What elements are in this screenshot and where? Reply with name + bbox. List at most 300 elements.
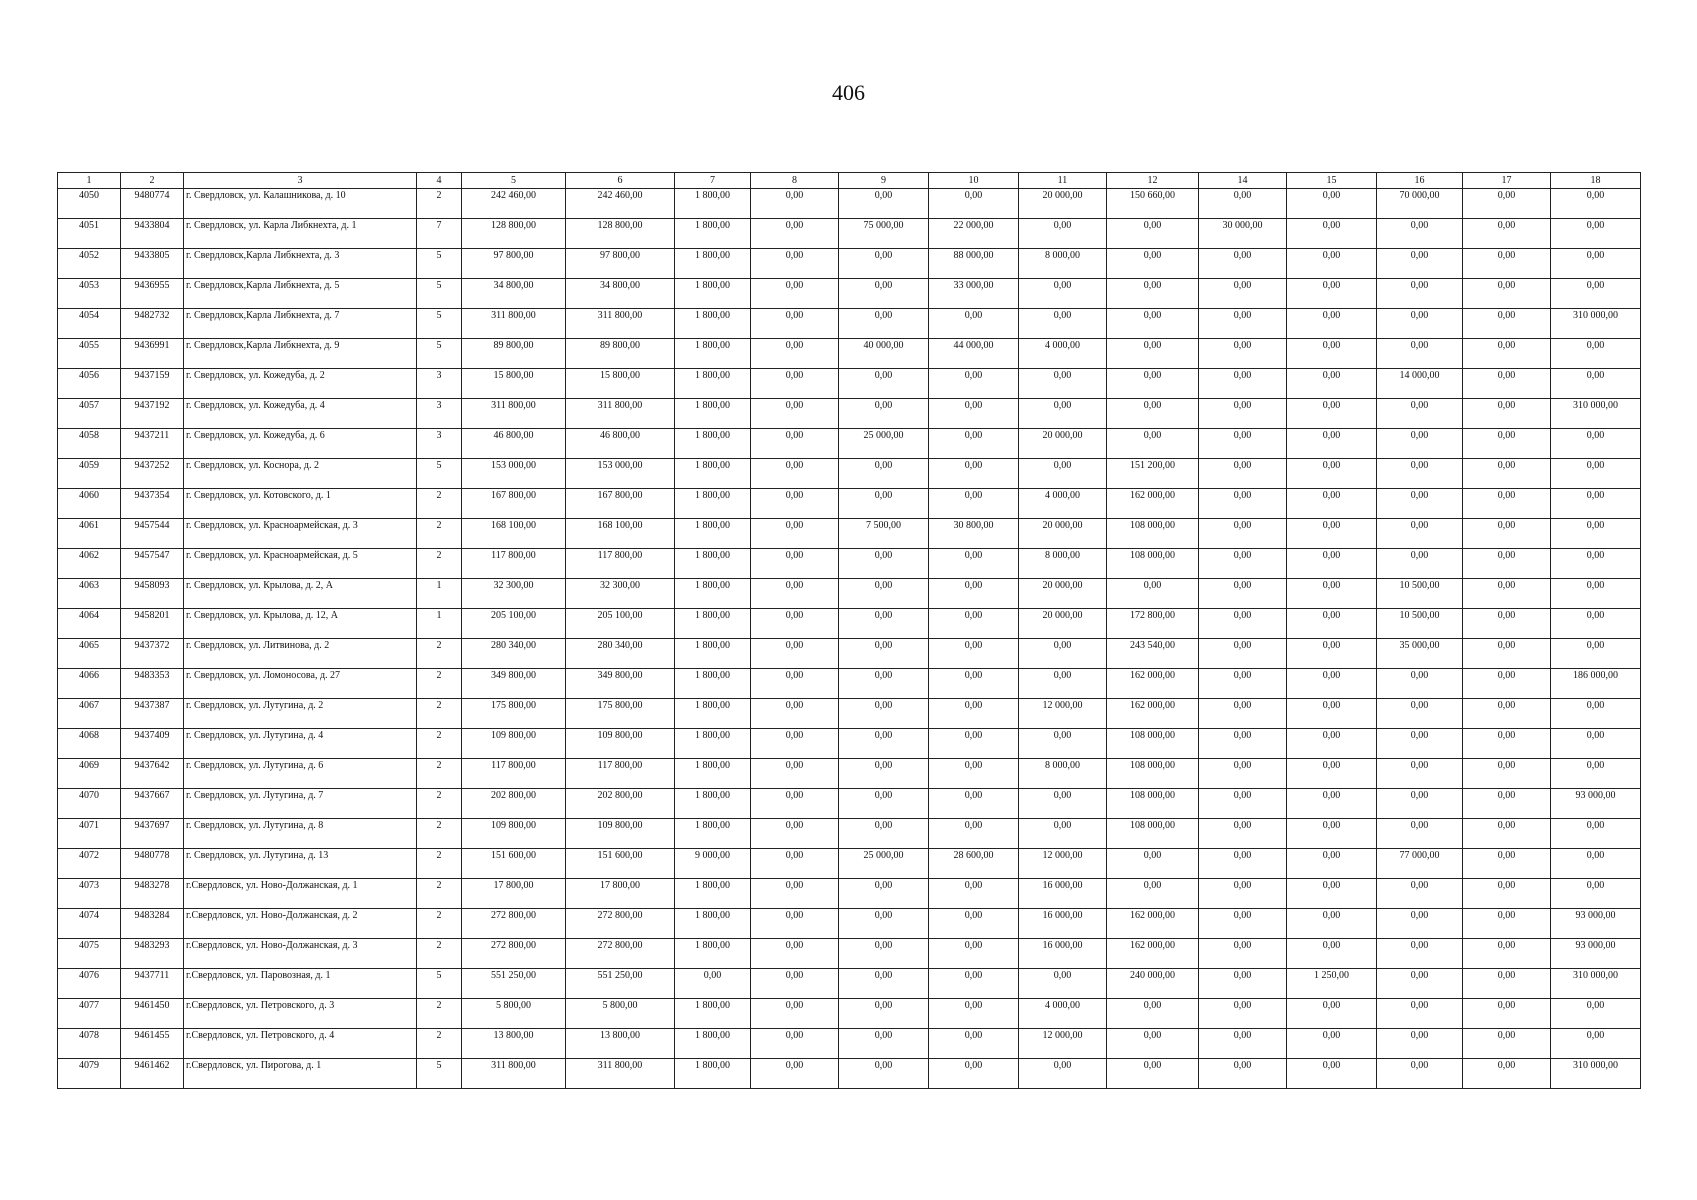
table-cell: 0,00 bbox=[751, 999, 839, 1029]
table-cell: 0,00 bbox=[751, 729, 839, 759]
table-cell: 1 800,00 bbox=[675, 489, 751, 519]
table-cell: 0,00 bbox=[1199, 1029, 1287, 1059]
table-cell: 0,00 bbox=[751, 579, 839, 609]
column-header: 16 bbox=[1377, 173, 1463, 189]
table-cell: 2 bbox=[417, 759, 462, 789]
table-cell: 0,00 bbox=[1377, 939, 1463, 969]
table-cell: 9 000,00 bbox=[675, 849, 751, 879]
table-cell: 0,00 bbox=[1287, 729, 1377, 759]
table-cell: 0,00 bbox=[1019, 399, 1107, 429]
table-cell: 20 000,00 bbox=[1019, 429, 1107, 459]
table-cell: 0,00 bbox=[1107, 249, 1199, 279]
table-cell: 0,00 bbox=[751, 369, 839, 399]
column-header: 18 bbox=[1551, 173, 1641, 189]
table-cell: 0,00 bbox=[1199, 909, 1287, 939]
table-cell: 1 800,00 bbox=[675, 609, 751, 639]
table-cell: 0,00 bbox=[1463, 969, 1551, 999]
table-cell: 1 800,00 bbox=[675, 669, 751, 699]
table-cell: 0,00 bbox=[1107, 369, 1199, 399]
table-cell: 0,00 bbox=[839, 639, 929, 669]
header-row bbox=[58, 173, 1641, 189]
table-cell: 2 bbox=[417, 729, 462, 759]
table-cell: 0,00 bbox=[1463, 999, 1551, 1029]
table-cell: 311 800,00 bbox=[462, 1059, 566, 1089]
address-cell: г. Свердловск, ул. Лутугина, д. 8 bbox=[184, 819, 417, 849]
table-cell: 2 bbox=[417, 879, 462, 909]
table-row bbox=[58, 219, 1641, 249]
table-row bbox=[58, 309, 1641, 339]
table-cell: 0,00 bbox=[929, 939, 1019, 969]
table-cell: 0,00 bbox=[1287, 429, 1377, 459]
table-cell: 551 250,00 bbox=[462, 969, 566, 999]
table-cell: 8 000,00 bbox=[1019, 759, 1107, 789]
table-cell: 9433805 bbox=[121, 249, 184, 279]
table-row bbox=[58, 189, 1641, 219]
table-cell: 7 500,00 bbox=[839, 519, 929, 549]
table-cell: 2 bbox=[417, 519, 462, 549]
column-header: 4 bbox=[417, 173, 462, 189]
table-cell: 9480774 bbox=[121, 189, 184, 219]
table-cell: 0,00 bbox=[1019, 969, 1107, 999]
table-cell: 0,00 bbox=[1463, 459, 1551, 489]
table-cell: 109 800,00 bbox=[566, 819, 675, 849]
table-cell: 0,00 bbox=[1377, 999, 1463, 1029]
table-cell: 242 460,00 bbox=[462, 189, 566, 219]
table-cell: 1 250,00 bbox=[1287, 969, 1377, 999]
table-cell: 311 800,00 bbox=[566, 399, 675, 429]
table-cell: 0,00 bbox=[751, 219, 839, 249]
table-cell: 0,00 bbox=[1377, 459, 1463, 489]
table-cell: 35 000,00 bbox=[1377, 639, 1463, 669]
table-cell: 0,00 bbox=[839, 279, 929, 309]
table-cell: 162 000,00 bbox=[1107, 669, 1199, 699]
table-cell: 0,00 bbox=[1551, 519, 1641, 549]
table-cell: 280 340,00 bbox=[462, 639, 566, 669]
table-cell: 0,00 bbox=[1377, 759, 1463, 789]
table-cell: 311 800,00 bbox=[462, 309, 566, 339]
table-cell: 0,00 bbox=[751, 969, 839, 999]
address-cell: г. Свердловск,Карла Либкнехта, д. 7 bbox=[184, 309, 417, 339]
table-cell: 153 000,00 bbox=[566, 459, 675, 489]
address-cell: г. Свердловск, ул. Кожедуба, д. 6 bbox=[184, 429, 417, 459]
table-cell: 0,00 bbox=[751, 879, 839, 909]
table-row bbox=[58, 339, 1641, 369]
table-cell: 4051 bbox=[58, 219, 121, 249]
table-cell: 0,00 bbox=[1199, 969, 1287, 999]
table-cell: 109 800,00 bbox=[462, 729, 566, 759]
column-header: 6 bbox=[566, 173, 675, 189]
table-cell: 1 800,00 bbox=[675, 249, 751, 279]
table-cell: 109 800,00 bbox=[462, 819, 566, 849]
table-cell: 202 800,00 bbox=[462, 789, 566, 819]
table-cell: 0,00 bbox=[1551, 549, 1641, 579]
table-cell: 2 bbox=[417, 639, 462, 669]
table-cell: 242 460,00 bbox=[566, 189, 675, 219]
address-cell: г. Свердловск, ул. Лутугина, д. 7 bbox=[184, 789, 417, 819]
table-cell: 4069 bbox=[58, 759, 121, 789]
table-cell: 30 000,00 bbox=[1199, 219, 1287, 249]
table-cell: 28 600,00 bbox=[929, 849, 1019, 879]
table-cell: 0,00 bbox=[929, 549, 1019, 579]
table-cell: 0,00 bbox=[1551, 999, 1641, 1029]
table-cell: 0,00 bbox=[1199, 669, 1287, 699]
table-cell: 0,00 bbox=[751, 459, 839, 489]
table-cell: 0,00 bbox=[929, 309, 1019, 339]
table-cell: 310 000,00 bbox=[1551, 399, 1641, 429]
address-cell: г.Свердловск, ул. Ново-Должанская, д. 1 bbox=[184, 879, 417, 909]
table-cell: 0,00 bbox=[1377, 489, 1463, 519]
table-cell: 0,00 bbox=[1199, 879, 1287, 909]
table-cell: 0,00 bbox=[1287, 999, 1377, 1029]
table-cell: 9483284 bbox=[121, 909, 184, 939]
address-cell: г. Свердловск, ул. Кожедуба, д. 2 bbox=[184, 369, 417, 399]
table-cell: 5 bbox=[417, 1059, 462, 1089]
table-cell: 0,00 bbox=[1287, 309, 1377, 339]
table-cell: 0,00 bbox=[1287, 279, 1377, 309]
table-cell: 40 000,00 bbox=[839, 339, 929, 369]
table-cell: 0,00 bbox=[1287, 489, 1377, 519]
column-header: 11 bbox=[1019, 173, 1107, 189]
column-header: 5 bbox=[462, 173, 566, 189]
table-cell: 0,00 bbox=[1377, 399, 1463, 429]
table-cell: 108 000,00 bbox=[1107, 729, 1199, 759]
table-cell: 311 800,00 bbox=[566, 1059, 675, 1089]
table-cell: 1 800,00 bbox=[675, 639, 751, 669]
table-cell: 2 bbox=[417, 489, 462, 519]
table-cell: 33 000,00 bbox=[929, 279, 1019, 309]
table-cell: 0,00 bbox=[839, 1059, 929, 1089]
table-cell: 0,00 bbox=[1107, 879, 1199, 909]
table-cell: 0,00 bbox=[1019, 309, 1107, 339]
table-cell: 2 bbox=[417, 669, 462, 699]
table-cell: 15 800,00 bbox=[566, 369, 675, 399]
table-cell: 0,00 bbox=[1199, 519, 1287, 549]
table-cell: 0,00 bbox=[1287, 759, 1377, 789]
table-cell: 5 bbox=[417, 309, 462, 339]
table-cell: 117 800,00 bbox=[462, 549, 566, 579]
table-cell: 4052 bbox=[58, 249, 121, 279]
table-cell: 0,00 bbox=[1463, 789, 1551, 819]
table-row bbox=[58, 519, 1641, 549]
table-cell: 9461462 bbox=[121, 1059, 184, 1089]
table-cell: 0,00 bbox=[929, 459, 1019, 489]
table-cell: 0,00 bbox=[751, 429, 839, 459]
table-cell: 0,00 bbox=[1199, 309, 1287, 339]
table-cell: 0,00 bbox=[839, 759, 929, 789]
table-cell: 1 800,00 bbox=[675, 189, 751, 219]
table-cell: 4057 bbox=[58, 399, 121, 429]
table-cell: 2 bbox=[417, 909, 462, 939]
table-cell: 311 800,00 bbox=[566, 309, 675, 339]
table-cell: 0,00 bbox=[839, 189, 929, 219]
table-cell: 0,00 bbox=[1199, 789, 1287, 819]
table-cell: 12 000,00 bbox=[1019, 849, 1107, 879]
table-cell: 0,00 bbox=[1463, 939, 1551, 969]
table-cell: 151 600,00 bbox=[566, 849, 675, 879]
address-cell: г.Свердловск, ул. Ново-Должанская, д. 2 bbox=[184, 909, 417, 939]
table-cell: 4055 bbox=[58, 339, 121, 369]
table-row bbox=[58, 909, 1641, 939]
table-cell: 1 800,00 bbox=[675, 429, 751, 459]
table-cell: 30 800,00 bbox=[929, 519, 1019, 549]
table-cell: 9437159 bbox=[121, 369, 184, 399]
table-cell: 0,00 bbox=[751, 699, 839, 729]
table-cell: 0,00 bbox=[1463, 849, 1551, 879]
address-cell: г.Свердловск, ул. Пирогова, д. 1 bbox=[184, 1059, 417, 1089]
table-cell: 0,00 bbox=[929, 369, 1019, 399]
table-cell: 0,00 bbox=[1287, 189, 1377, 219]
table-row bbox=[58, 399, 1641, 429]
table-cell: 153 000,00 bbox=[462, 459, 566, 489]
table-cell: 4067 bbox=[58, 699, 121, 729]
table-cell: 0,00 bbox=[839, 729, 929, 759]
table-cell: 46 800,00 bbox=[462, 429, 566, 459]
table-cell: 93 000,00 bbox=[1551, 789, 1641, 819]
table-row bbox=[58, 459, 1641, 489]
table-cell: 0,00 bbox=[1107, 1059, 1199, 1089]
table-cell: 0,00 bbox=[1287, 669, 1377, 699]
table-cell: 12 000,00 bbox=[1019, 699, 1107, 729]
table-cell: 22 000,00 bbox=[929, 219, 1019, 249]
table-cell: 0,00 bbox=[1019, 279, 1107, 309]
table-cell: 108 000,00 bbox=[1107, 819, 1199, 849]
table-cell: 117 800,00 bbox=[566, 759, 675, 789]
address-cell: г. Свердловск, ул. Лутугина, д. 6 bbox=[184, 759, 417, 789]
table-cell: 0,00 bbox=[1107, 579, 1199, 609]
table-cell: 4053 bbox=[58, 279, 121, 309]
table-row bbox=[58, 819, 1641, 849]
table-cell: 0,00 bbox=[1019, 1059, 1107, 1089]
table-cell: 311 800,00 bbox=[462, 399, 566, 429]
table-cell: 0,00 bbox=[1463, 909, 1551, 939]
table-cell: 109 800,00 bbox=[566, 729, 675, 759]
table-cell: 0,00 bbox=[1463, 879, 1551, 909]
table-cell: 310 000,00 bbox=[1551, 1059, 1641, 1089]
table-cell: 0,00 bbox=[751, 279, 839, 309]
table-cell: 0,00 bbox=[1551, 189, 1641, 219]
table-cell: 0,00 bbox=[751, 249, 839, 279]
table-cell: 0,00 bbox=[1377, 309, 1463, 339]
table-cell: 9437409 bbox=[121, 729, 184, 759]
table-cell: 1 bbox=[417, 579, 462, 609]
table-cell: 34 800,00 bbox=[566, 279, 675, 309]
table-cell: 186 000,00 bbox=[1551, 669, 1641, 699]
table-cell: 1 800,00 bbox=[675, 339, 751, 369]
table-row bbox=[58, 1029, 1641, 1059]
address-cell: г. Свердловск, ул. Лутугина, д. 13 bbox=[184, 849, 417, 879]
table-cell: 9433804 bbox=[121, 219, 184, 249]
table-cell: 77 000,00 bbox=[1377, 849, 1463, 879]
table-cell: 0,00 bbox=[1551, 279, 1641, 309]
table-cell: 1 800,00 bbox=[675, 1029, 751, 1059]
table-cell: 0,00 bbox=[1463, 639, 1551, 669]
table-cell: 1 800,00 bbox=[675, 909, 751, 939]
table-cell: 0,00 bbox=[1107, 279, 1199, 309]
column-header: 8 bbox=[751, 173, 839, 189]
table-row bbox=[58, 369, 1641, 399]
table-cell: 0,00 bbox=[1463, 819, 1551, 849]
table-cell: 175 800,00 bbox=[462, 699, 566, 729]
table-cell: 175 800,00 bbox=[566, 699, 675, 729]
table-cell: 0,00 bbox=[929, 429, 1019, 459]
table-cell: 1 800,00 bbox=[675, 939, 751, 969]
table-cell: 4 000,00 bbox=[1019, 999, 1107, 1029]
table-row bbox=[58, 849, 1641, 879]
column-header: 14 bbox=[1199, 173, 1287, 189]
table-cell: 0,00 bbox=[1107, 1029, 1199, 1059]
table-cell: 0,00 bbox=[1377, 969, 1463, 999]
table-row bbox=[58, 999, 1641, 1029]
table-cell: 168 100,00 bbox=[566, 519, 675, 549]
table-cell: 25 000,00 bbox=[839, 849, 929, 879]
page-number: 406 bbox=[832, 80, 865, 105]
table-cell: 2 bbox=[417, 849, 462, 879]
table-cell: 0,00 bbox=[1551, 579, 1641, 609]
table-cell: 1 800,00 bbox=[675, 399, 751, 429]
table-cell: 9483278 bbox=[121, 879, 184, 909]
table-cell: 20 000,00 bbox=[1019, 189, 1107, 219]
table-cell: 9482732 bbox=[121, 309, 184, 339]
table-cell: 0,00 bbox=[1463, 279, 1551, 309]
table-cell: 280 340,00 bbox=[566, 639, 675, 669]
table-cell: 0,00 bbox=[1377, 429, 1463, 459]
table-cell: 310 000,00 bbox=[1551, 309, 1641, 339]
table-cell: 0,00 bbox=[751, 759, 839, 789]
table-cell: 0,00 bbox=[839, 939, 929, 969]
table-cell: 0,00 bbox=[929, 489, 1019, 519]
table-cell: 0,00 bbox=[929, 1029, 1019, 1059]
table-cell: 0,00 bbox=[1377, 669, 1463, 699]
table-row bbox=[58, 579, 1641, 609]
table-cell: 4058 bbox=[58, 429, 121, 459]
table-cell: 0,00 bbox=[1463, 699, 1551, 729]
address-cell: г. Свердловск, ул. Коснора, д. 2 bbox=[184, 459, 417, 489]
table-body bbox=[58, 189, 1641, 1089]
table-cell: 0,00 bbox=[1287, 549, 1377, 579]
table-cell: 0,00 bbox=[1199, 729, 1287, 759]
table-cell: 0,00 bbox=[1463, 189, 1551, 219]
table-cell: 310 000,00 bbox=[1551, 969, 1641, 999]
table-cell: 240 000,00 bbox=[1107, 969, 1199, 999]
table-cell: 0,00 bbox=[1377, 789, 1463, 819]
table-cell: 0,00 bbox=[1199, 429, 1287, 459]
table-cell: 0,00 bbox=[751, 549, 839, 579]
table-cell: 9458093 bbox=[121, 579, 184, 609]
table-cell: 4061 bbox=[58, 519, 121, 549]
table-cell: 4059 bbox=[58, 459, 121, 489]
table-cell: 168 100,00 bbox=[462, 519, 566, 549]
table-cell: 0,00 bbox=[1199, 279, 1287, 309]
table-cell: 88 000,00 bbox=[929, 249, 1019, 279]
table-cell: 32 300,00 bbox=[462, 579, 566, 609]
table-cell: 0,00 bbox=[929, 879, 1019, 909]
table-cell: 97 800,00 bbox=[566, 249, 675, 279]
table-cell: 8 000,00 bbox=[1019, 249, 1107, 279]
table-cell: 0,00 bbox=[929, 669, 1019, 699]
table-cell: 1 800,00 bbox=[675, 699, 751, 729]
table-cell: 0,00 bbox=[1019, 459, 1107, 489]
table-cell: 0,00 bbox=[1463, 249, 1551, 279]
table-cell: 9437711 bbox=[121, 969, 184, 999]
table-cell: 9437252 bbox=[121, 459, 184, 489]
table-cell: 4 000,00 bbox=[1019, 339, 1107, 369]
table-cell: 0,00 bbox=[1463, 429, 1551, 459]
table-cell: 0,00 bbox=[1199, 759, 1287, 789]
table-row bbox=[58, 699, 1641, 729]
table-cell: 5 bbox=[417, 969, 462, 999]
table-row bbox=[58, 669, 1641, 699]
table-cell: 0,00 bbox=[751, 909, 839, 939]
table-cell: 2 bbox=[417, 549, 462, 579]
table-cell: 0,00 bbox=[1199, 939, 1287, 969]
table-cell: 9437697 bbox=[121, 819, 184, 849]
address-cell: г. Свердловск,Карла Либкнехта, д. 9 bbox=[184, 339, 417, 369]
table-cell: 0,00 bbox=[1287, 1029, 1377, 1059]
address-cell: г. Свердловск, ул. Калашникова, д. 10 bbox=[184, 189, 417, 219]
column-header: 2 bbox=[121, 173, 184, 189]
table-cell: 5 bbox=[417, 339, 462, 369]
table-cell: 9457544 bbox=[121, 519, 184, 549]
table-cell: 0,00 bbox=[1107, 309, 1199, 339]
table-cell: 0,00 bbox=[1463, 519, 1551, 549]
column-header: 3 bbox=[184, 173, 417, 189]
table-cell: 0,00 bbox=[1377, 339, 1463, 369]
table-cell: 0,00 bbox=[751, 399, 839, 429]
table-cell: 0,00 bbox=[1551, 339, 1641, 369]
table-cell: 8 000,00 bbox=[1019, 549, 1107, 579]
table-cell: 272 800,00 bbox=[566, 939, 675, 969]
table-cell: 0,00 bbox=[929, 789, 1019, 819]
table-cell: 0,00 bbox=[1287, 399, 1377, 429]
table-cell: 0,00 bbox=[1377, 1029, 1463, 1059]
table-cell: 1 800,00 bbox=[675, 789, 751, 819]
table-cell: 2 bbox=[417, 999, 462, 1029]
table-cell: 1 800,00 bbox=[675, 309, 751, 339]
table-cell: 0,00 bbox=[1287, 579, 1377, 609]
table-row bbox=[58, 639, 1641, 669]
table-cell: 4074 bbox=[58, 909, 121, 939]
table-row bbox=[58, 609, 1641, 639]
table-cell: 0,00 bbox=[1377, 909, 1463, 939]
table-cell: 0,00 bbox=[675, 969, 751, 999]
table-cell: 0,00 bbox=[1463, 339, 1551, 369]
address-cell: г.Свердловск, ул. Петровского, д. 3 bbox=[184, 999, 417, 1029]
table-cell: 14 000,00 bbox=[1377, 369, 1463, 399]
table-cell: 551 250,00 bbox=[566, 969, 675, 999]
table-cell: 0,00 bbox=[1287, 789, 1377, 819]
table-cell: 128 800,00 bbox=[566, 219, 675, 249]
table-cell: 167 800,00 bbox=[566, 489, 675, 519]
table-cell: 0,00 bbox=[1551, 459, 1641, 489]
table-cell: 4070 bbox=[58, 789, 121, 819]
table-cell: 1 800,00 bbox=[675, 999, 751, 1029]
table-cell: 0,00 bbox=[1551, 819, 1641, 849]
address-cell: г. Свердловск, ул. Ломоносова, д. 27 bbox=[184, 669, 417, 699]
table-cell: 0,00 bbox=[839, 549, 929, 579]
table-cell: 4 000,00 bbox=[1019, 489, 1107, 519]
table-cell: 9437192 bbox=[121, 399, 184, 429]
table-cell: 0,00 bbox=[1463, 759, 1551, 789]
table-cell: 4077 bbox=[58, 999, 121, 1029]
table-cell: 272 800,00 bbox=[462, 939, 566, 969]
table-cell: 0,00 bbox=[1199, 609, 1287, 639]
table-cell: 0,00 bbox=[751, 339, 839, 369]
address-cell: г. Свердловск, ул. Красноармейская, д. 5 bbox=[184, 549, 417, 579]
table-row bbox=[58, 489, 1641, 519]
table-cell: 9457547 bbox=[121, 549, 184, 579]
table-cell: 0,00 bbox=[1199, 459, 1287, 489]
address-cell: г. Свердловск, ул. Красноармейская, д. 3 bbox=[184, 519, 417, 549]
